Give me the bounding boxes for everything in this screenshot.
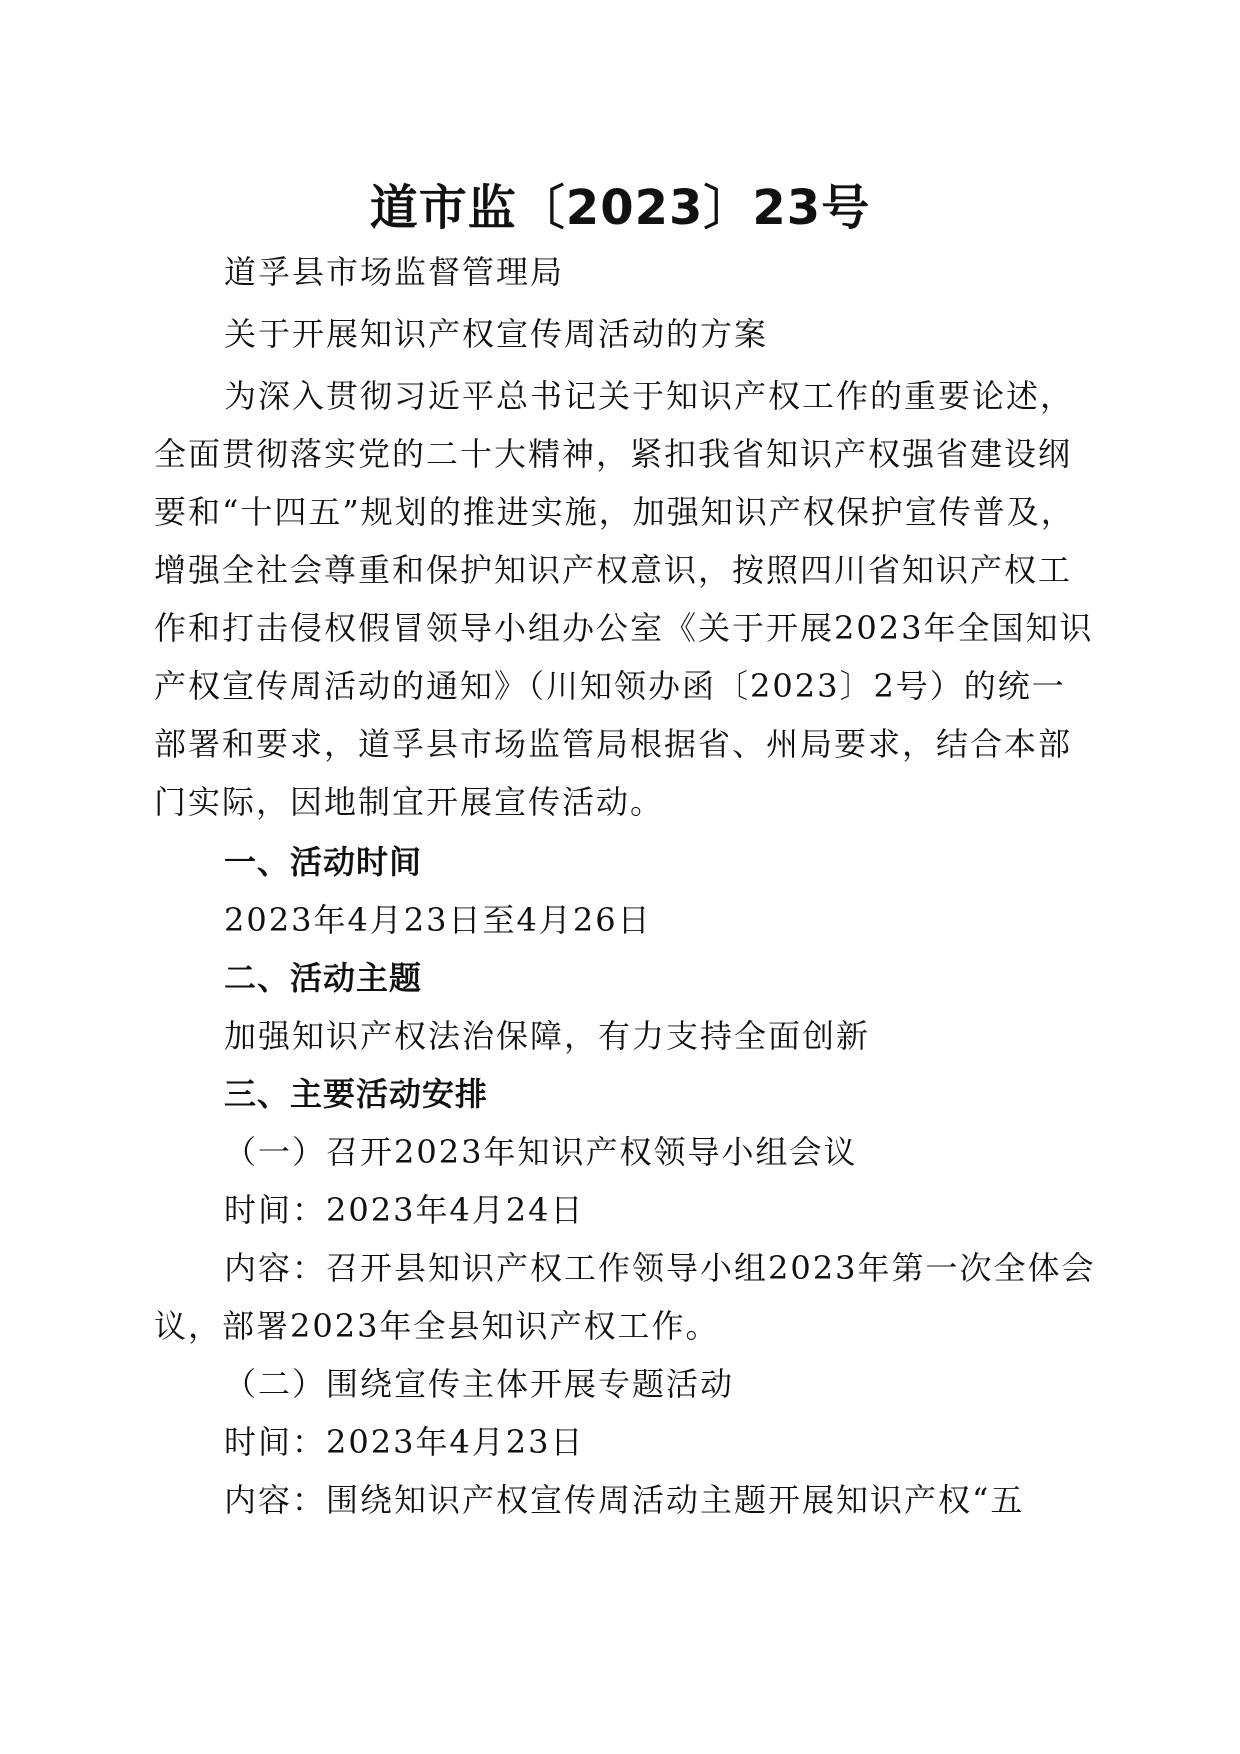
- section-heading-time: 一、活动时间: [224, 843, 423, 881]
- activity-time-text: 2023年4月23日至4月26日: [224, 901, 652, 939]
- issuer-line: 道孚县市场监督管理局: [224, 253, 565, 291]
- item-time: 时间：2023年4月23日: [224, 1423, 585, 1461]
- section-heading-theme: 二、活动主题: [224, 959, 423, 997]
- intro-line: 要和“十四五”规划的推进实施，加强知识产权保护宣传普及，: [154, 493, 1075, 531]
- intro-line: 部署和要求，道孚县市场监管局根据省、州局要求，结合本部: [154, 725, 1073, 763]
- intro-line: 增强全社会尊重和保护知识产权意识，按照四川省知识产权工: [154, 551, 1073, 589]
- subject-line: 关于开展知识产权宣传周活动的方案: [224, 315, 769, 353]
- item-title: （一）召开2023年知识产权领导小组会议: [224, 1133, 858, 1171]
- document-number: 道市监〔2023〕23号: [369, 180, 871, 236]
- item-title: （二）围绕宣传主体开展专题活动: [224, 1365, 735, 1403]
- activity-theme-text: 加强知识产权法治保障，有力支持全面创新: [224, 1017, 871, 1055]
- item-content: 议，部署2023年全县知识产权工作。: [154, 1307, 720, 1345]
- intro-line: 产权宣传周活动的通知》（川知领办函〔2023〕2号）的统一: [154, 667, 1066, 705]
- intro-line: 作和打击侵权假冒领导小组办公室《关于开展2023年全国知识: [154, 609, 1094, 647]
- intro-line: 门实际，因地制宜开展宣传活动。: [154, 783, 665, 821]
- intro-line: 全面贯彻落实党的二十大精神，紧扣我省知识产权强省建设纲: [154, 435, 1073, 473]
- intro-line: 为深入贯彻习近平总书记关于知识产权工作的重要论述，: [224, 377, 1075, 415]
- item-time: 时间：2023年4月24日: [224, 1191, 585, 1229]
- item-content: 内容：召开县知识产权工作领导小组2023年第一次全体会: [224, 1249, 1096, 1287]
- item-content: 内容：围绕知识产权宣传周活动主题开展知识产权“五: [224, 1481, 1025, 1519]
- section-heading-arrangements: 三、主要活动安排: [224, 1075, 489, 1113]
